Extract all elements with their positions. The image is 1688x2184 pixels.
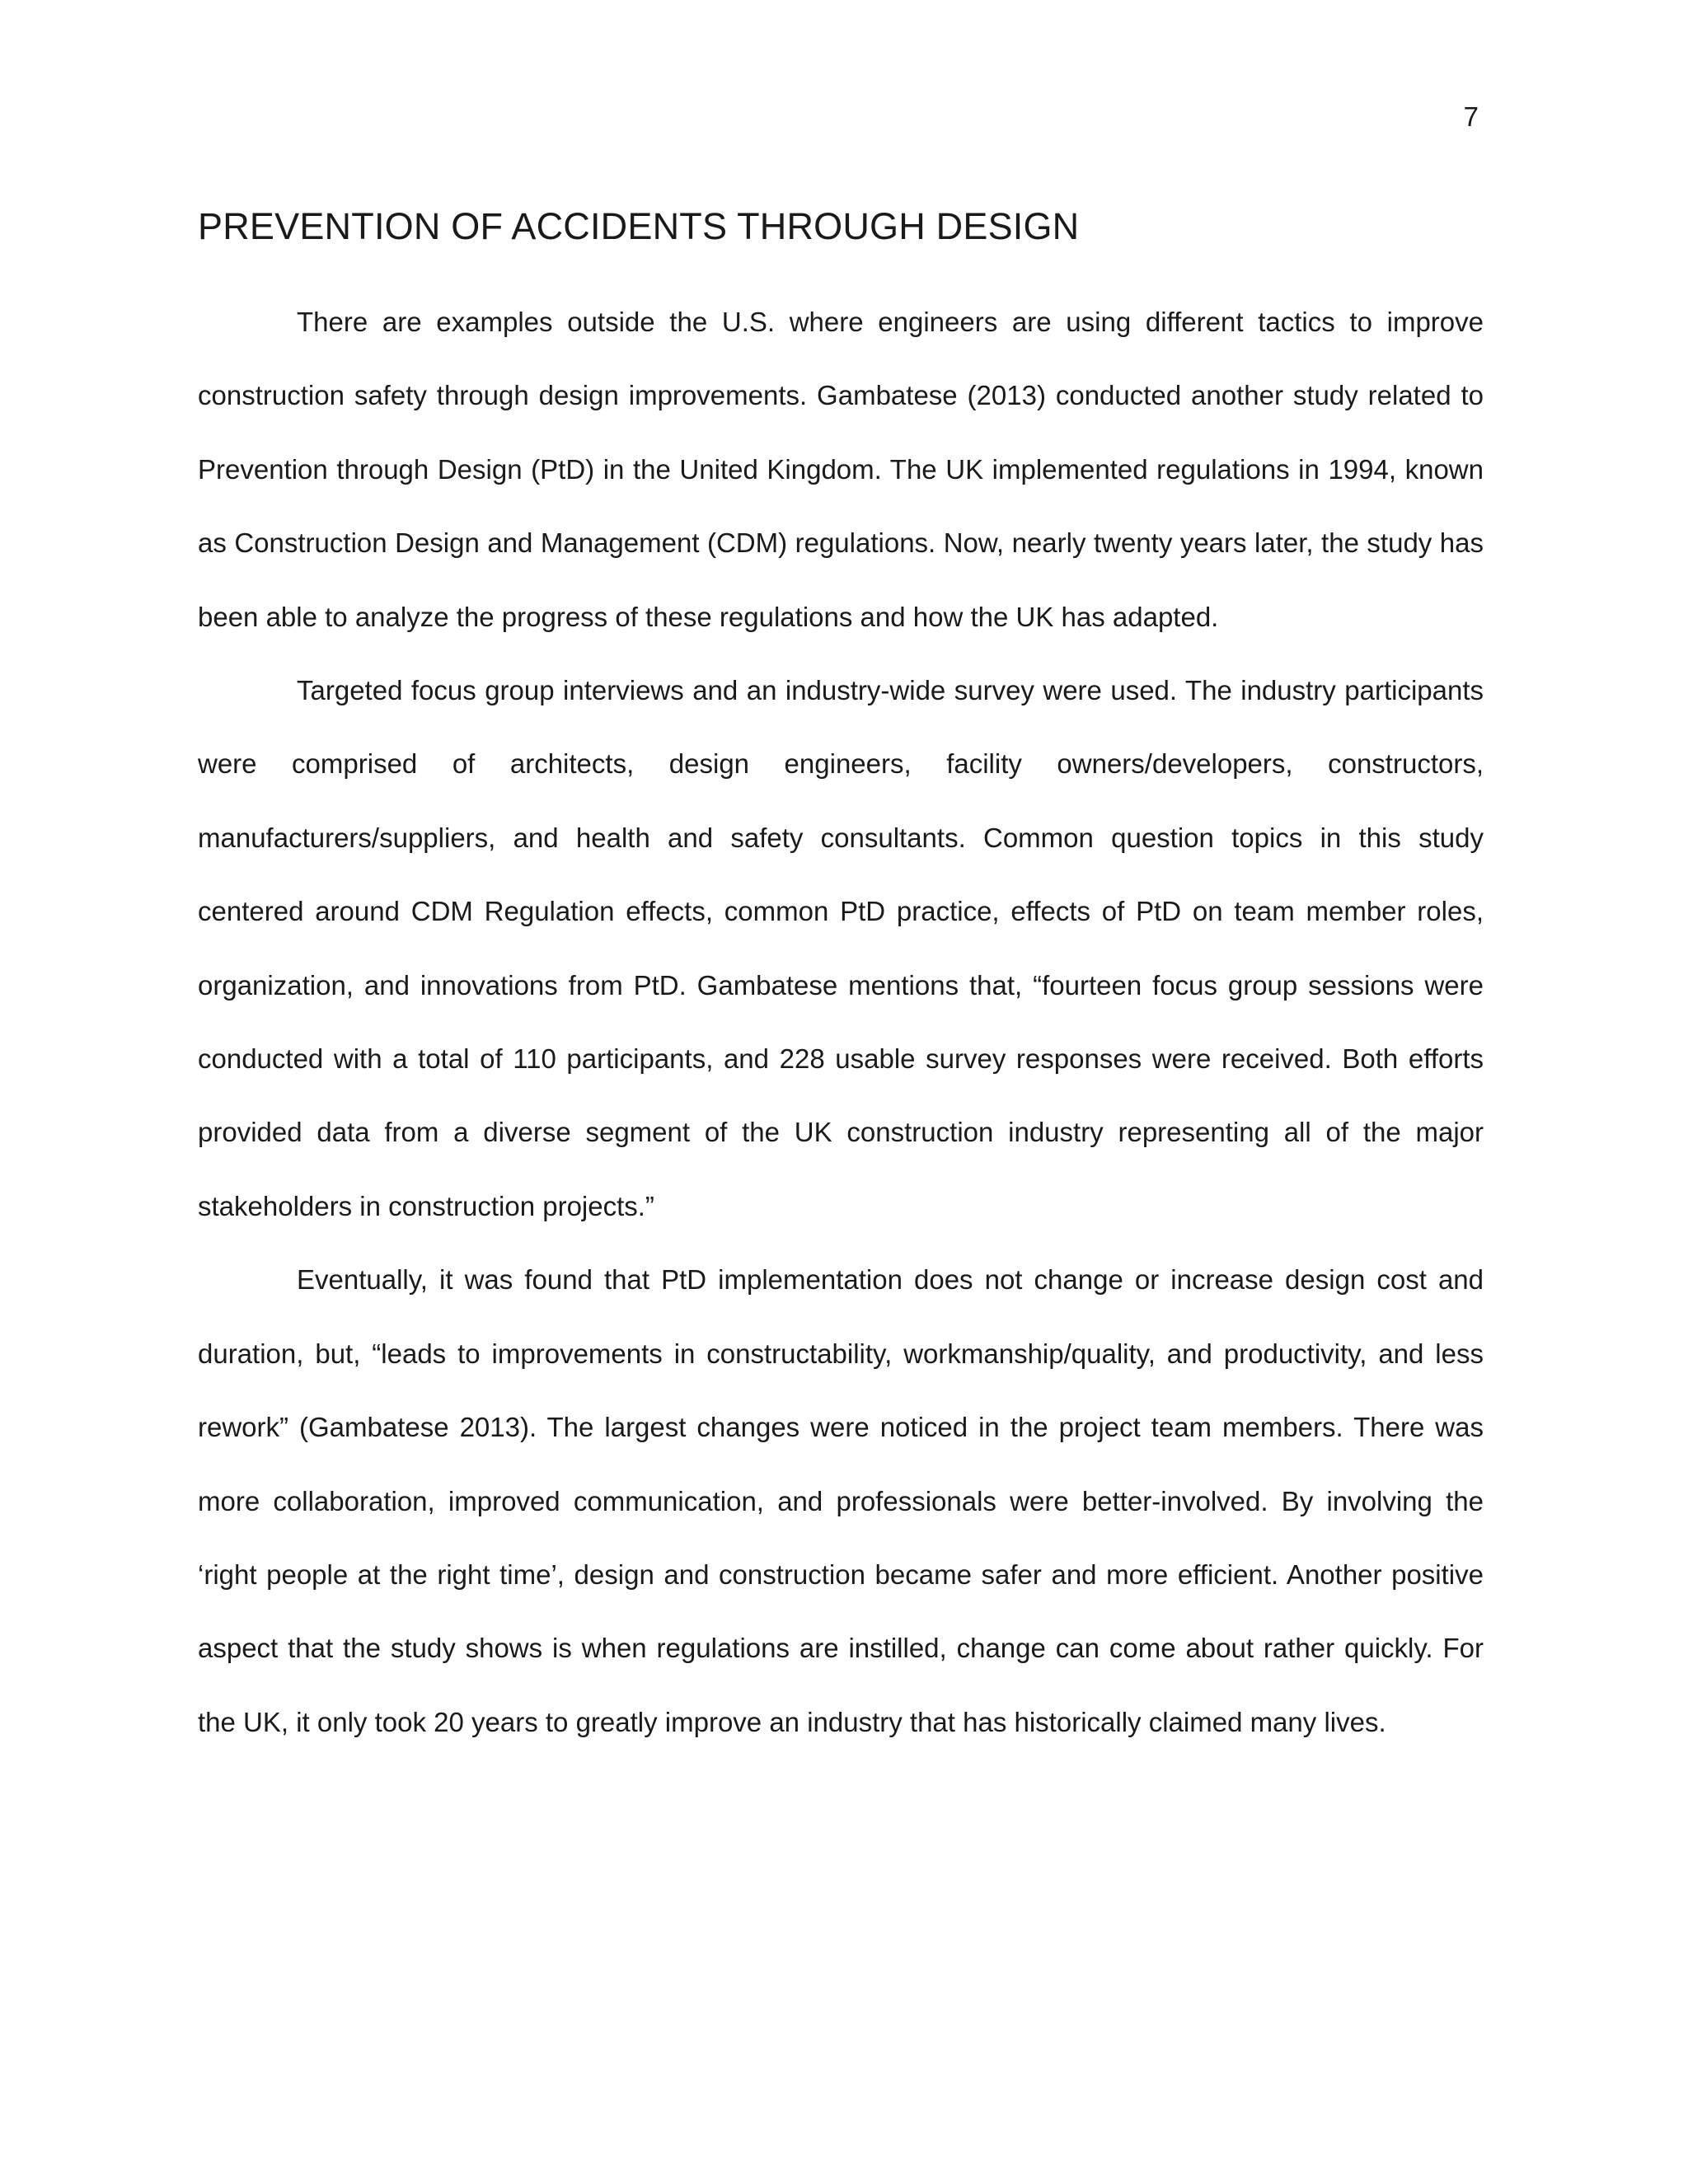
- page-number: 7: [1463, 101, 1479, 132]
- section-heading: PREVENTION OF ACCIDENTS THROUGH DESIGN: [198, 205, 1080, 247]
- paragraph-2: Targeted focus group interviews and an industry-wide survey were used. The industry participants were comprised of architects, design engineers, facility owners/developers, constructors, manufacturers/suppliers, and health and safety consultants. Common question topics in this study centered around CDM Regulation effects, common PtD practice, effects of PtD on team member roles, organization, and innovations from PtD. Gambatese mentions that, “fourteen focus group sessions were conducted with a total of 110 participants, and 228 usable survey responses were received. Both efforts provided data from a diverse segment of the UK construction industry representing all of the major stakeholders in construction projects.”: [198, 675, 1484, 1221]
- paragraph-1: There are examples outside the U.S. where engineers are using different tactics to improve construction safety through design improvements. Gambatese (2013) conducted another study related to Prevention through Design (PtD) in the United Kingdom. The UK implemented regulations in 1994, known as Construction Design and Management (CDM) regulations. Now, nearly twenty years later, the study has been able to analyze the progress of these regulations and how the UK has adapted.: [198, 307, 1484, 632]
- paragraph-3: Eventually, it was found that PtD implementation does not change or increase design cost and duration, but, “leads to improvements in constructability, workmanship/quality, and productivity, and less rework” (Gambatese 2013). The largest changes were noticed in the project team members. There was more collaboration, improved communication, and professionals were better-involved. By involving the ‘right people at the right time’, design and construction became safer and more efficient. Another positive aspect that the study shows is when regulations are instilled, change can come about rather quickly. For the UK, it only took 20 years to greatly improve an industry that has historically claimed many lives.: [198, 1264, 1484, 1737]
- body-text: [198, 285, 1484, 1759]
